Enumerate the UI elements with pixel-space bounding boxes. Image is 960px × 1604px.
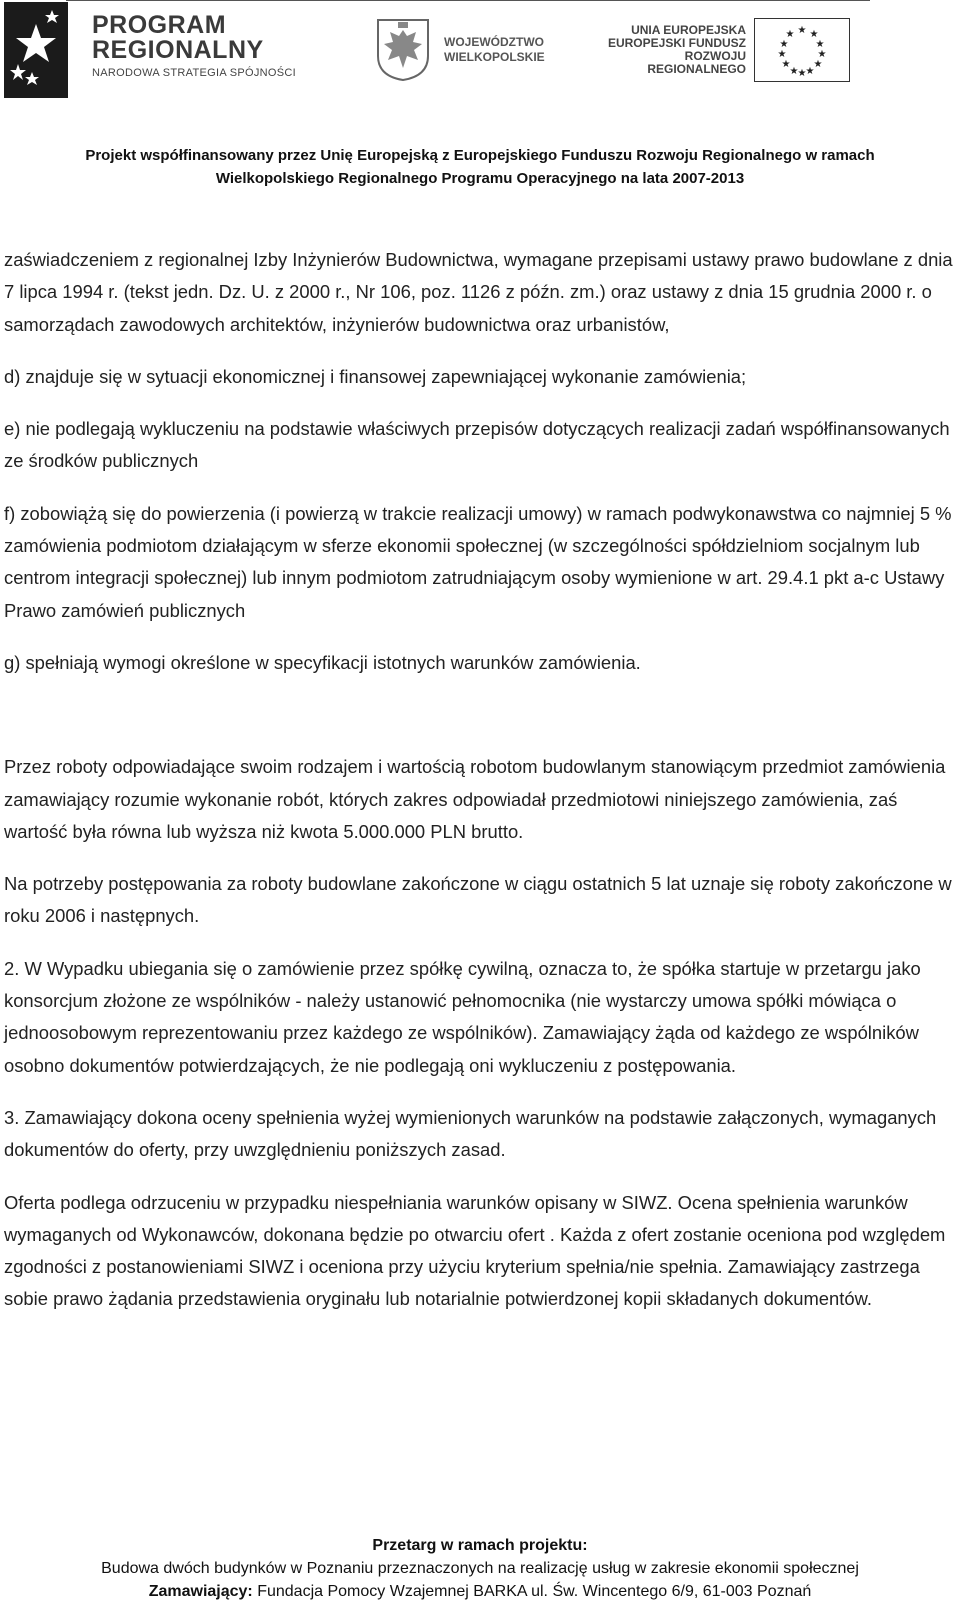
program-title-line1: PROGRAM: [92, 11, 227, 39]
footer-contracting-label: Zamawiający:: [148, 1583, 253, 1600]
svg-text:★: ★: [797, 25, 807, 36]
svg-text:★: ★: [777, 49, 787, 60]
footer-tender-label: Przetarg w ramach projektu:: [372, 1537, 588, 1554]
document-body: [4, 244, 956, 1336]
eu-line3: ROZWOJU REGIONALNEGO: [647, 49, 746, 76]
svg-text:★: ★: [805, 66, 815, 77]
program-regionalny-logo: [4, 2, 296, 98]
paragraph-works-period: Na potrzeby postępowania za roboty budowlane zakończone w ciągu ostatnich 5 lat uznaje się roboty zakończone w roku 2006 i następnych.: [4, 873, 952, 927]
svg-text:★: ★: [781, 59, 791, 70]
eu-line1: UNIA EUROPEJSKA: [631, 23, 746, 37]
svg-text:★: ★: [785, 29, 795, 40]
section-spacer: [4, 699, 956, 751]
paragraph-condition-d: d) znajduje się w sytuacji ekonomicznej i finansowej zapewniającej wykonanie zamówienia;: [4, 365, 747, 387]
program-regionalny-mark-icon: [4, 2, 68, 98]
svg-text:★: ★: [779, 39, 789, 50]
page-footer: [0, 1534, 960, 1603]
stars-emblem-icon: [4, 2, 68, 98]
svg-text:★: ★: [789, 66, 799, 77]
page-header: [0, 0, 960, 105]
project-line2: Wielkopolskiego Regionalnego Programu Operacyjnego na lata 2007-2013: [215, 170, 745, 187]
svg-text:★: ★: [813, 59, 823, 70]
wielkopolskie-logo: [376, 18, 545, 82]
project-cofinancing-note: [0, 144, 960, 190]
eu-logo: [600, 18, 850, 82]
paragraph-civil-partnership: 2. W Wypadku ubiegania się o zamówienie przez spółkę cywilną, oznacza to, że spółka startuje w przetargu jako konsorcjum złożone ze wspólników - należy ustanowić pełnomocnika (nie wystarczy umowa spółki mówiąca o jednoosobowym reprezentowaniu przez każdego ze wspólników). Zamawiający żąda od każdego ze wspólników osobno dokumentów potwierdzających, że nie podlegają oni wykluczeniu z postępowania.: [4, 957, 921, 1076]
program-title-line2: REGIONALNY: [92, 36, 264, 64]
eagle-coat-of-arms-icon: [376, 18, 430, 82]
program-subtitle: NARODOWA STRATEGIA SPÓJNOŚCI: [92, 67, 296, 79]
svg-text:★: ★: [797, 68, 807, 79]
footer-contracting-party: [0, 1580, 960, 1603]
footer-project-name: Budowa dwóch budynków w Poznaniu przeznaczonych na realizację usług w zakresie ekonomii społecznej: [101, 1560, 859, 1577]
eu-line2: EUROPEJSKI FUNDUSZ: [607, 36, 746, 50]
project-line1: Projekt współfinansowany przez Unię Europejską z Europejskiego Funduszu Rozwoju Regionalnego w ramach: [85, 147, 875, 164]
eu-flag-icon: [754, 18, 850, 82]
paragraph-licence-continuation: zaświadczeniem z regionalnej Izby Inżynierów Budownictwa, wymagane przepisami ustawy prawo budowlane z dnia 7 lipca 1994 r. (tekst jedn. Dz. U. z 2000 r., Nr 106, poz. 1126 z późn. zm.) oraz ustawy z dnia 15 grudnia 2000 r. o samorządach zawodowych architektów, inżynierów budownictwa oraz urbanistów,: [4, 249, 953, 335]
svg-text:★: ★: [817, 49, 827, 60]
paragraph-condition-g: g) spełniają wymogi określone w specyfikacji istotnych warunków zamówienia.: [4, 651, 641, 673]
svg-text:★: ★: [809, 29, 819, 40]
svg-text:★: ★: [815, 39, 825, 50]
voivodeship-line1: WOJEWÓDZTWO: [444, 35, 544, 49]
paragraph-evaluation: 3. Zamawiający dokona oceny spełnienia wyżej wymienionych warunków na podstawie załączonych, wymaganych dokumentów do oferty, przy uwzględnieniu poniższych zasad.: [4, 1106, 937, 1161]
footer-contracting-value: Fundacja Pomocy Wzajemnej BARKA ul. Św. Wincentego 6/9, 61-003 Poznań: [252, 1583, 812, 1600]
paragraph-rejection-rules: Oferta podlega odrzuceniu w przypadku niespełniania warunków opisany w SIWZ. Ocena spełnienia warunków wymaganych od Wykonawców, dokonana będzie po otwarciu ofert . Każda z ofert zostanie oceniona pod względem zgodności z postanowieniami SIWZ i oceniona przy użyciu kryterium spełnia/nie spełnia. Zamawiający zastrzega sobie prawo żądania przedstawienia oryginału lub notarialnie potwierdzonej kopii składanych dokumentów.: [4, 1191, 946, 1310]
voivodeship-line2: WIELKOPOLSKIE: [444, 50, 545, 64]
paragraph-works-definition: Przez roboty odpowiadające swoim rodzajem i wartością robotom budowlanym stanowiącym przedmiot zamówienia zamawiający rozumie wykonanie robót, których zakres odpowiadał przedmiotowi niniejszego zamówienia, zaś wartość była równa lub wyższa niż kwota 5.000.000 PLN brutto.: [4, 756, 946, 842]
paragraph-condition-e: e) nie podlegają wykluczeniu na podstawie właściwych przepisów dotyczących realizacji zadań współfinansowanych ze środków publicznych: [4, 418, 950, 472]
header-rule: [66, 0, 870, 1]
paragraph-condition-f: f) zobowiążą się do powierzenia (i powierzą w trakcie realizacji umowy) w ramach podwykonawstwa co najmniej 5 % zamówienia podmiotom działającym w sferze ekonomii społecznej (w szczególności spółdzielniom socjalnym lub centrom integracji społecznej) lub innym podmiotom zatrudniającym osoby wymienione w art. 29.4.1 pkt a-c Ustawy Prawo zamówień publicznych: [4, 502, 952, 621]
